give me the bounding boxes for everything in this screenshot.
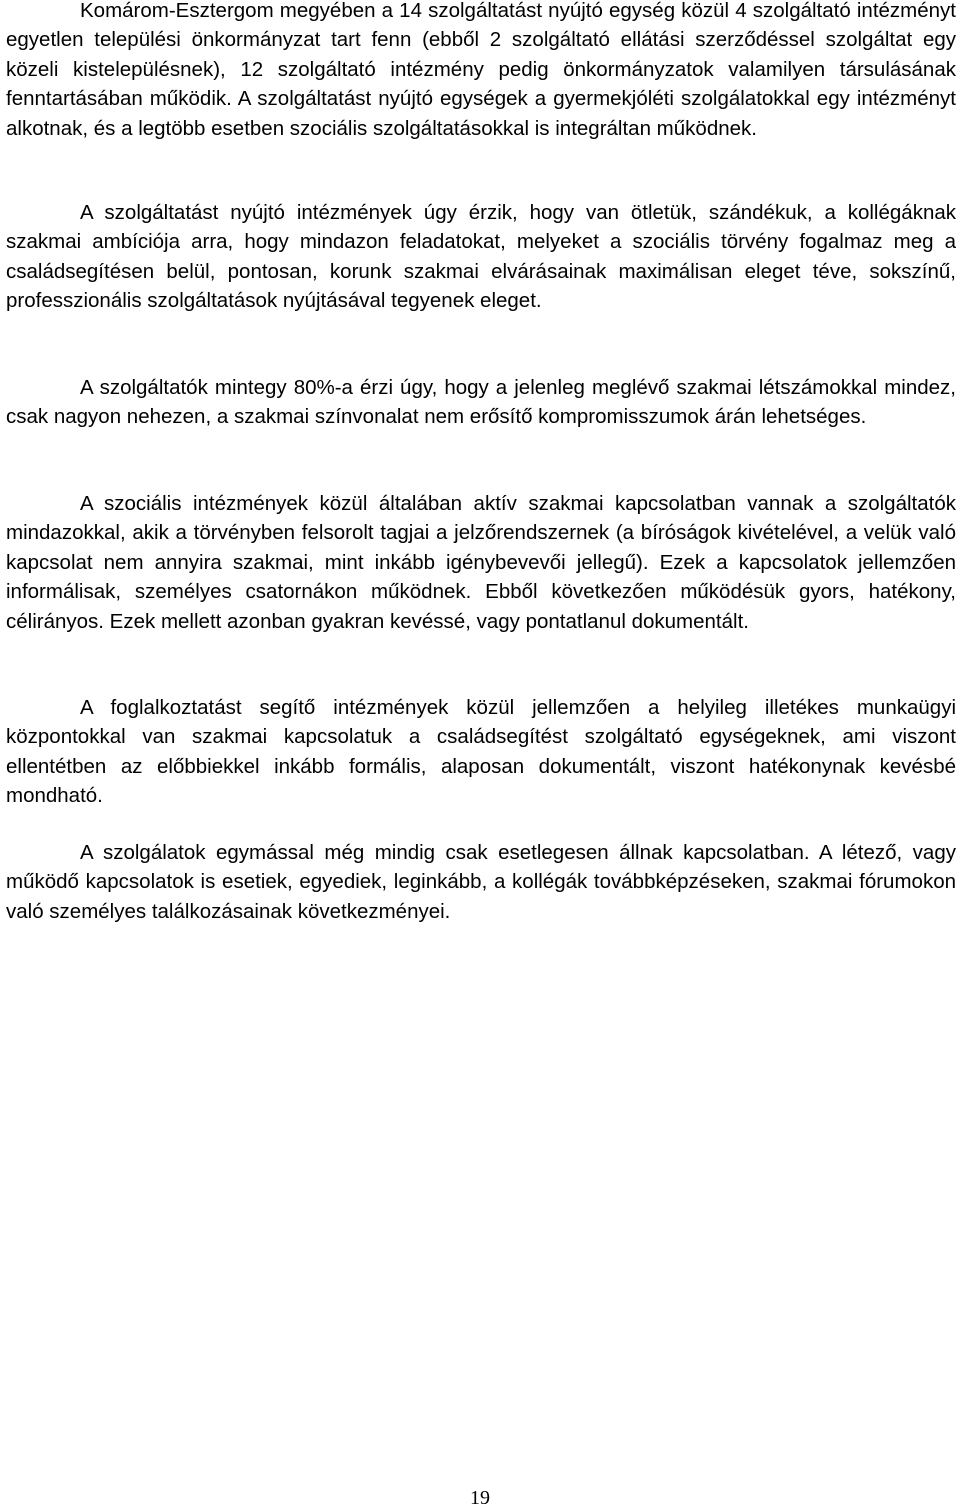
- paragraph-6: A szolgálatok egymással még mindig csak esetlegesen állnak kapcsolatban. A létező, vagy működő kapcsolatok is esetiek, egyediek, leginkább, a kollégák továbbképzéseken, szakmai fórumokon való személyes találkozásainak következményei.: [6, 841, 956, 923]
- page-number: 19: [470, 1487, 490, 1509]
- paragraph-4: A szociális intézmények közül általában aktív szakmai kapcsolatban vannak a szolgáltatók mindazokkal, akik a törvényben felsorolt tagjai a jelzőrendszernek (a bíróságok kivételével, a velük való kapcsolat nem annyira szakmai, mint inkább igénybevevői jellegű). Ezek a kapcsolatok jellemzően informálisak, személyes csatornákon működnek. Ebből következően működésük gyors, hatékony, célirányos. Ezek mellett azonban gyakran kevéssé, vagy pontatlanul dokumentált.: [6, 492, 956, 633]
- paragraph-3: A szolgáltatók mintegy 80%-a érzi úgy, hogy a jelenleg meglévő szakmai létszámokkal mindez, csak nagyon nehezen, a szakmai színvonalat nem erősítő kompromisszumok árán lehetséges.: [6, 376, 956, 429]
- paragraph-5: A foglalkoztatást segítő intézmények közül jellemzően a helyileg illetékes munkaügyi központokkal van szakmai kapcsolatuk a családsegítést szolgáltató egységeknek, ami viszont ellentétben az előbbiekkel inkább formális, alaposan dokumentált, viszont hatékonynak kevésbé mondható.: [6, 696, 956, 808]
- paragraph-2: A szolgáltatást nyújtó intézmények úgy érzik, hogy van ötletük, szándékuk, a kollégáknak szakmai ambíciója arra, hogy mindazon feladatokat, melyeket a szociális törvény fogalmaz meg a családsegítésen belül, pontosan, korunk szakmai elvárásainak maximálisan eleget téve, sokszínű, professzionális szolgáltatások nyújtásával tegyenek eleget.: [6, 201, 956, 313]
- paragraph-1: Komárom-Esztergom megyében a 14 szolgáltatást nyújtó egység közül 4 szolgáltató intézményt egyetlen települési önkormányzat tart fenn (ebből 2 szolgáltató ellátási szerződéssel szolgáltat egy közeli kistelepülésnek), 12 szolgáltató intézmény pedig önkormányzatok valamilyen társulásának fenntartásában működik. A szolgáltatást nyújtó egységek a gyermekjóléti szolgálatokkal egy intézményt alkotnak, és a legtöbb esetben szociális szolgáltatásokkal is integráltan működnek.: [6, 0, 956, 140]
